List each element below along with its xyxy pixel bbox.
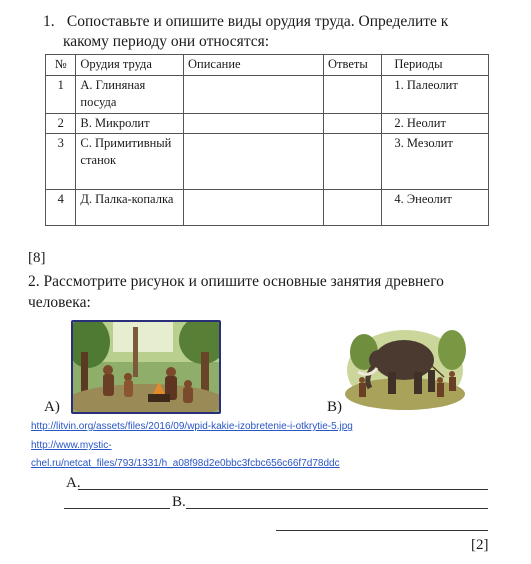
answer-b-line[interactable]	[186, 508, 488, 509]
image-a-prehistoric-people	[71, 320, 221, 414]
description-cell[interactable]	[183, 76, 323, 114]
marks-question-1: [8]	[28, 250, 46, 266]
source-link-2-part1[interactable]: http://www.mystic-	[31, 440, 112, 451]
table-row	[46, 190, 489, 226]
source-link-2-part2[interactable]: chel.ru/netcat_files/793/1331/h_a08f98d2e0bbc3fcbc656c66f7d78ddc	[31, 458, 340, 469]
header-no: №	[46, 55, 76, 76]
question-1	[43, 12, 513, 52]
image-b-mammoth-hunt	[344, 322, 466, 412]
answer-cell[interactable]	[324, 134, 382, 190]
source-link-1[interactable]: http://litvin.org/assets/files/2016/09/wpid-kakie-izobretenie-i-otkrytie-5.jpg	[31, 421, 353, 432]
header-periods: Периоды	[382, 55, 489, 76]
question-1-number: 1.	[43, 13, 55, 30]
row-number: 3	[46, 134, 76, 190]
question-1-text-line1: Сопоставьте и опишите виды орудия труда. Определите к	[66, 13, 449, 30]
tool-name: Д. Палка-копалка	[76, 190, 184, 226]
table-row	[46, 114, 489, 134]
description-cell[interactable]	[183, 134, 323, 190]
answer-a-label: А.	[66, 475, 81, 491]
question-2	[28, 271, 498, 313]
period-name: 2. Неолит	[382, 114, 489, 134]
table-row	[46, 76, 489, 114]
question-2-line1: 2. Рассмотрите рисунок и опишите основные занятия древнего	[28, 273, 444, 290]
period-name: 4. Энеолит	[382, 190, 489, 226]
header-answers: Ответы	[324, 55, 382, 76]
marks-question-2: [2]	[471, 537, 489, 553]
answer-a-line-continued[interactable]	[64, 508, 170, 509]
tool-name: А. Глиняная посуда	[76, 76, 184, 114]
description-cell[interactable]	[183, 190, 323, 226]
tools-table	[45, 54, 489, 226]
row-number: 4	[46, 190, 76, 226]
answer-b-label: В.	[172, 494, 186, 510]
answer-extra-line[interactable]	[276, 530, 488, 531]
image-a-label: А)	[44, 399, 60, 415]
question-2-line2: человека:	[28, 294, 91, 311]
image-b-label: В)	[327, 399, 342, 415]
tool-name: В. Микролит	[76, 114, 184, 134]
period-name: 3. Мезолит	[382, 134, 489, 190]
answer-cell[interactable]	[324, 76, 382, 114]
answer-a-line[interactable]	[78, 489, 488, 490]
table-row	[46, 134, 489, 190]
answer-cell[interactable]	[324, 190, 382, 226]
description-cell[interactable]	[183, 114, 323, 134]
question-1-text-line2: какому периоду они относятся:	[63, 33, 270, 50]
row-number: 2	[46, 114, 76, 134]
answer-cell[interactable]	[324, 114, 382, 134]
table-header-row	[46, 55, 489, 76]
header-tools: Орудия труда	[76, 55, 184, 76]
row-number: 1	[46, 76, 76, 114]
period-name: 1. Палеолит	[382, 76, 489, 114]
header-description: Описание	[183, 55, 323, 76]
tool-name: С. Примитивный станок	[76, 134, 184, 190]
